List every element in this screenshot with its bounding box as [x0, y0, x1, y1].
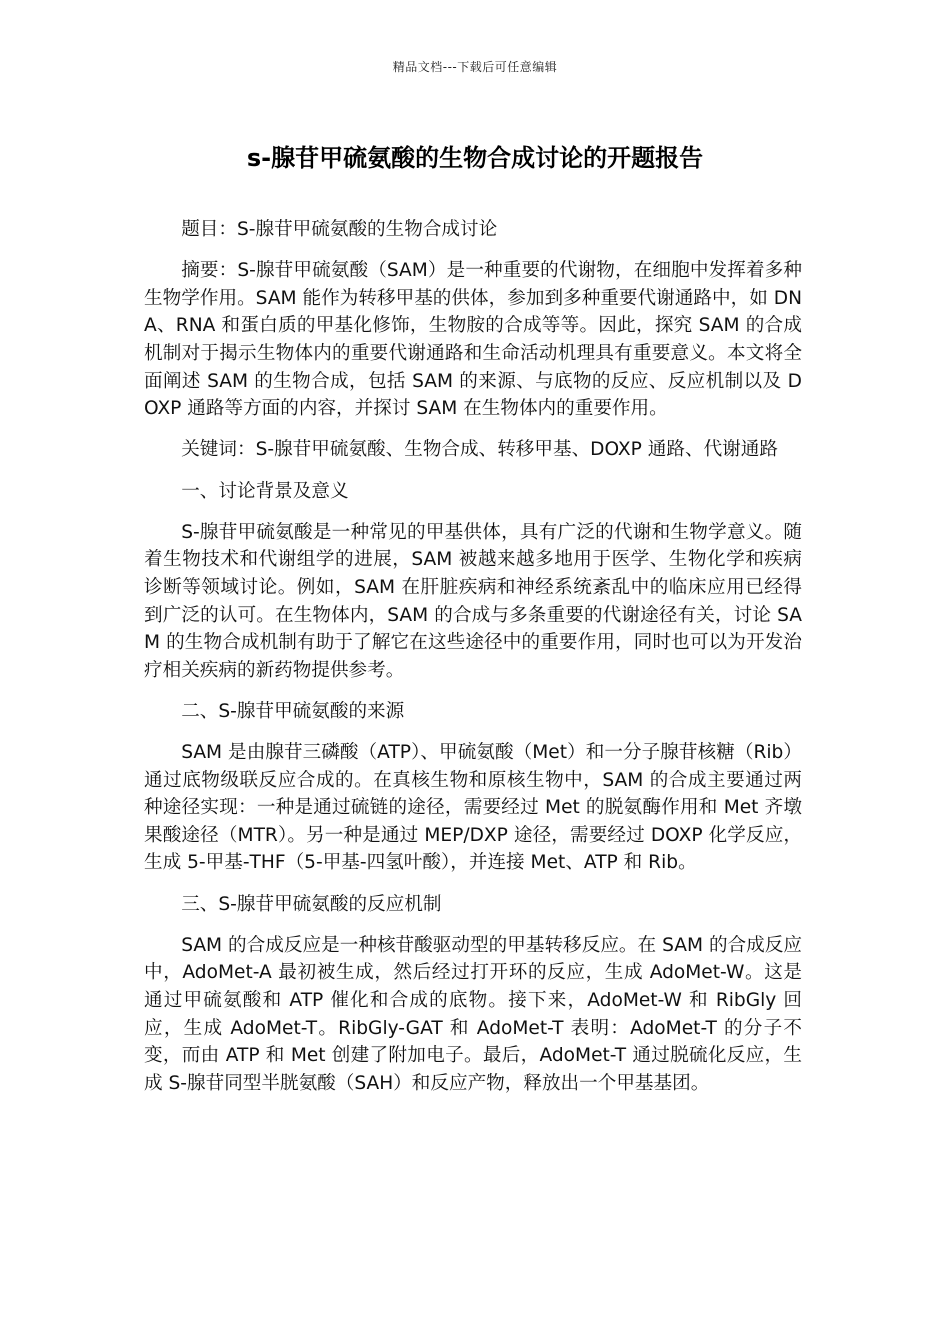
section-2-heading: 二、S-腺苷甲硫氨酸的来源: [181, 700, 405, 722]
topic-paragraph: 题目：S-腺苷甲硫氨酸的生物合成讨论: [181, 219, 498, 240]
document-body: [144, 216, 802, 1111]
abstract-paragraph: 摘要：S-腺苷甲硫氨酸（SAM）是一种重要的代谢物，在细胞中发挥着多种生物学作用。SAM 能作为转移甲基的供体，参加到多种重要代谢通路中，如 DNA、RNA 和蛋白质的甲基化修饰，生物胺的合成等等。因此，探究 SAM 的合成机制对于揭示生物体内的重要代谢通路和生命活动机理具有重要意义。本文将全面阐述 SAM 的生物合成，包括 SAM 的来源、与底物的反应、反应机制以及 DOXP 通路等方面的内容，并探讨 SAM 在生物体内的重要作用。: [144, 260, 802, 420]
section-3-heading: 三、S-腺苷甲硫氨酸的反应机制: [181, 893, 442, 915]
section-3-body: SAM 的合成反应是一种核苷酸驱动型的甲基转移反应。在 SAM 的合成反应中，AdoMet-A 最初被生成，然后经过打开环的反应，生成 AdoMet-W。这是通过甲硫氨酸和 ATP 催化和合成的底物。接下来，AdoMet-W 和 RibGly 回应，生成 AdoMet-T。RibGly-GAT 和 AdoMet-T 表明：AdoMet-T 的分子不变，而由 ATP 和 Met 创建了附加电子。最后，AdoMet-T 通过脱硫化反应，生成 S-腺苷同型半胱氨酸（SAH）和反应产物，释放出一个甲基基团。: [144, 934, 802, 1094]
page-header-note: 精品文档---下载后可任意编辑: [392, 60, 558, 74]
keywords-paragraph: 关键词：S-腺苷甲硫氨酸、生物合成、转移甲基、DOXP 通路、代谢通路: [181, 439, 778, 461]
section-1-heading: 一、讨论背景及意义: [181, 480, 349, 502]
document-title: s-腺苷甲硫氨酸的生物合成讨论的开题报告: [246, 144, 704, 172]
section-2-body: SAM 是由腺苷三磷酸（ATP）、甲硫氨酸（Met）和一分子腺苷核糖（Rib）通过底物级联反应合成的。在真核生物和原核生物中，SAM 的合成主要通过两种途径实现：一种是通过硫链的途径，需要经过 Met 的脱氨酶作用和 Met 齐墩果酸途径（MTR）。另一种是通过 MEP/DXP 途径，需要经过 DOXP 化学反应，生成 5-甲基-THF（5-甲基-四氢叶酸），并连接 Met、ATP 和 Rib。: [144, 742, 802, 874]
section-1-body: S-腺苷甲硫氨酸是一种常见的甲基供体，具有广泛的代谢和生物学意义。随着生物技术和代谢组学的进展，SAM 被越来越多地用于医学、生物化学和疾病诊断等领域讨论。例如，SAM 在肝脏疾病和神经系统紊乱中的临床应用已经得到广泛的认可。在生物体内，SAM 的合成与多条重要的代谢途径有关，讨论 SAM 的生物合成机制有助于了解它在这些途径中的重要作用，同时也可以为开发治疗相关疾病的新药物提供参考。: [144, 521, 802, 681]
